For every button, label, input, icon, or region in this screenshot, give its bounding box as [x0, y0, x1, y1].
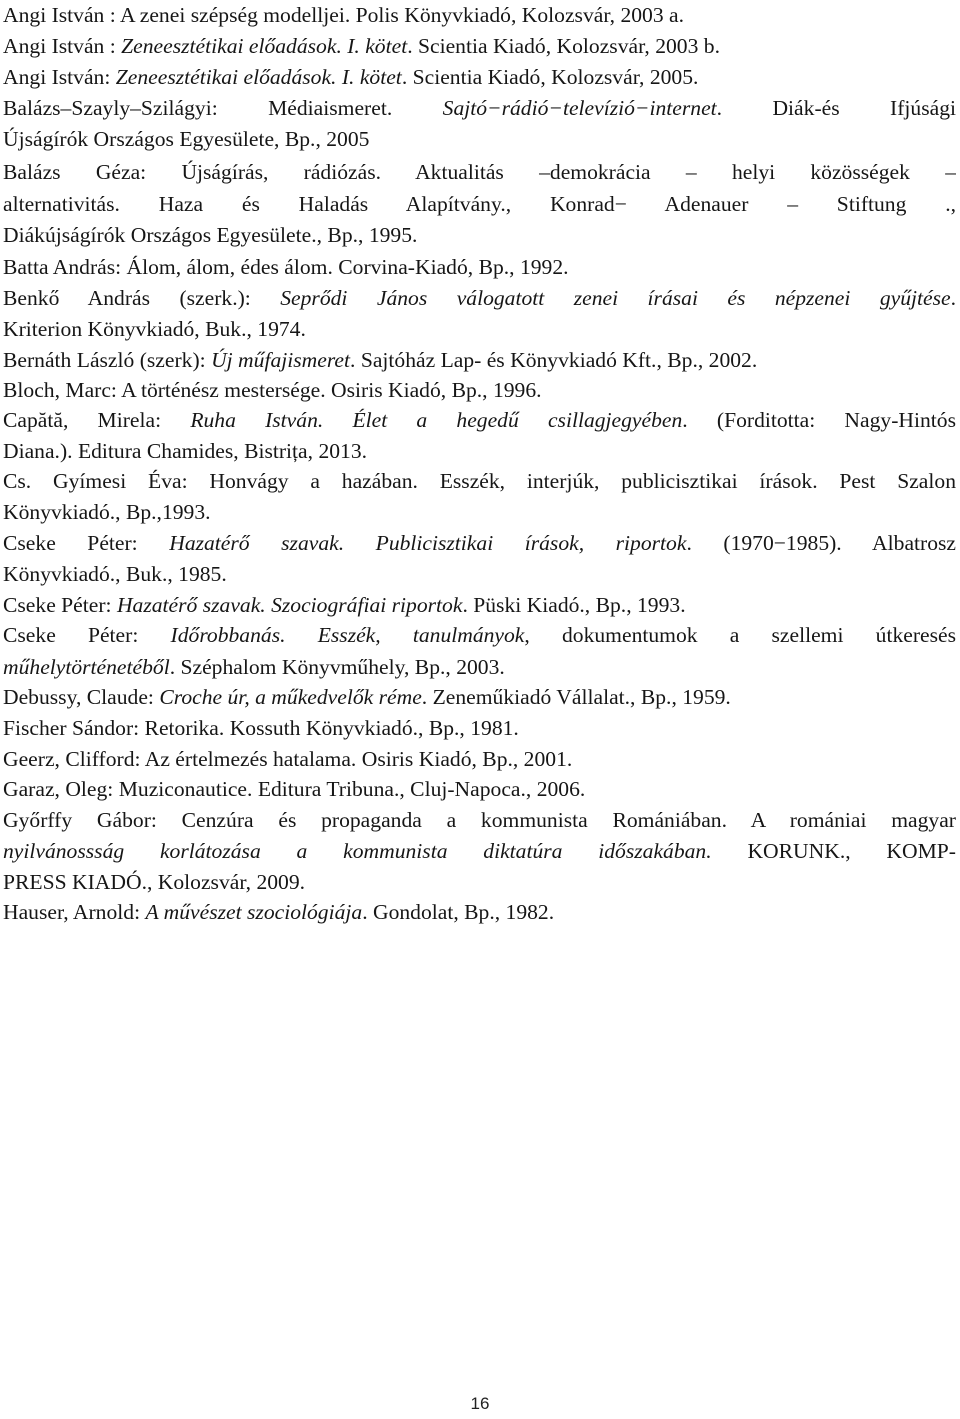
citation-text: Kriterion Könyvkiadó, Buk., 1974.: [3, 317, 306, 341]
italic-title-text: Új műfajismeret: [211, 348, 351, 372]
citation-text: PRESS KIADÓ., Kolozsvár, 2009.: [3, 870, 306, 894]
bibliography-entry-line: [3, 189, 956, 219]
bibliography-entry-line: [3, 559, 956, 589]
bibliography-entry-line: [3, 0, 956, 30]
citation-text: . Széphalom Könyvműhely, Bp., 2003.: [169, 655, 505, 679]
citation-text: Debussy, Claude:: [3, 685, 160, 709]
bibliography-entry-line: [3, 805, 956, 835]
citation-text: Győrffy Gábor: Cenzúra és propaganda a kommunista Romániában. A romániai magyar: [3, 808, 956, 832]
citation-text: Balázs–Szayly–Szilágyi: Médiaismeret.: [3, 96, 443, 120]
citation-text: Bloch, Marc: A történész mestersége. Osiris Kiadó, Bp., 1996.: [3, 378, 542, 402]
italic-title-text: Ruha István. Élet a hegedű csillagjegyében: [190, 408, 683, 432]
citation-text: Hauser, Arnold:: [3, 900, 146, 924]
bibliography-entry-line: [3, 867, 956, 897]
citation-text: Angi István:: [3, 65, 116, 89]
citation-text: . (1970−1985). Albatrosz: [686, 531, 956, 555]
citation-text: Diana.). Editura Chamides, Bistrița, 2013.: [3, 439, 368, 463]
bibliography-entry-line: [3, 314, 956, 344]
citation-text: Cseke Péter:: [3, 531, 170, 555]
bibliography-entry-line: [3, 528, 956, 558]
italic-title-text: A művészet szociológiája: [145, 900, 363, 924]
bibliography-entry-line: [3, 466, 956, 496]
italic-title-text: Időrobbanás. Esszék, tanulmányok: [170, 623, 525, 647]
italic-title-text: Hazatérő szavak. Szociográfiai riportok: [116, 593, 463, 617]
citation-text: Könyvkiadó., Buk., 1985.: [3, 562, 227, 586]
bibliography-entry-line: [3, 93, 956, 123]
italic-title-text: Seprődi János válogatott zenei írásai és népzenei gyűjtése: [280, 286, 951, 310]
citation-text: Angi István :: [3, 34, 122, 58]
citation-text: . Püski Kiadó., Bp., 1993.: [462, 593, 686, 617]
bibliography-entry-line: [3, 157, 956, 187]
citation-text: . Scientia Kiadó, Kolozsvár, 2003 b.: [407, 34, 720, 58]
bibliography-entry-line: [3, 31, 956, 61]
citation-text: , dokumentumok a szellemi útkeresés: [524, 623, 956, 647]
bibliography-entry-line: [3, 652, 956, 682]
citation-text: Cs. Gyímesi Éva: Honvágy a hazában. Esszék, interjúk, publicisztikai írások. Pest Szalon: [3, 469, 956, 493]
bibliography-entry-line: [3, 713, 956, 743]
citation-text: Balázs Géza: Újságírás, rádiózás. Aktualitás –demokrácia – helyi közösségek –: [3, 160, 956, 184]
citation-text: Fischer Sándor: Retorika. Kossuth Könyvkiadó., Bp., 1981.: [3, 716, 519, 740]
bibliography-entry-line: [3, 124, 956, 154]
citation-text: . Zeneműkiadó Vállalat., Bp., 1959.: [421, 685, 731, 709]
citation-text: .: [950, 286, 956, 310]
citation-text: Cseke Péter:: [3, 593, 117, 617]
bibliography-entry-line: [3, 345, 956, 375]
italic-title-text: Hazatérő szavak. Publicisztikai írások, riportok: [169, 531, 687, 555]
citation-text: . Sajtóház Lap- és Könyvkiadó Kft., Bp., 2002.: [350, 348, 758, 372]
bibliography-entry-line: [3, 252, 956, 282]
bibliography-entry-line: [3, 497, 956, 527]
citation-text: Geerz, Clifford: Az értelmezés hatalama. Osiris Kiadó, Bp., 2001.: [3, 747, 573, 771]
italic-title-text: Zeneesztétikai előadások. I. kötet: [121, 34, 408, 58]
citation-text: Bernáth László (szerk):: [3, 348, 212, 372]
bibliography-entry-line: [3, 744, 956, 774]
citation-text: Cseke Péter:: [3, 623, 171, 647]
citation-text: Capătă, Mirela:: [3, 408, 191, 432]
bibliography-entry-line: [3, 436, 956, 466]
citation-text: . Gondolat, Bp., 1982.: [362, 900, 555, 924]
bibliography-entry-line: [3, 375, 956, 405]
italic-title-text: Sajtó−rádió−televízió−internet: [442, 96, 717, 120]
citation-text: . (Forditotta: Nagy-Hintós: [682, 408, 956, 432]
citation-text: alternativitás. Haza és Haladás Alapítvány., Konrad− Adenauer – Stiftung .,: [3, 192, 956, 216]
bibliography-entry-line: [3, 620, 956, 650]
bibliography-entry-line: [3, 590, 956, 620]
italic-title-text: Zeneesztétikai előadások. I. kötet: [115, 65, 402, 89]
bibliography-entry-line: [3, 897, 956, 927]
bibliography-entry-line: [3, 62, 956, 92]
citation-text: . Diák-és Ifjúsági: [716, 96, 956, 120]
citation-text: . Scientia Kiadó, Kolozsvár, 2005.: [401, 65, 699, 89]
citation-text: Benkő András (szerk.):: [3, 286, 281, 310]
page-number: 16: [470, 1394, 490, 1413]
bibliography-entry-line: [3, 836, 956, 866]
bibliography-entry-line: [3, 405, 956, 435]
bibliography-entry-line: [3, 682, 956, 712]
citation-text: Batta András: Álom, álom, édes álom. Corvina-Kiadó, Bp., 1992.: [3, 255, 569, 279]
bibliography-entry-line: [3, 220, 956, 250]
citation-text: KORUNK., KOMP-: [711, 839, 956, 863]
citation-text: Könyvkiadó., Bp.,1993.: [3, 500, 211, 524]
italic-title-text: nyilvánossság korlátozása a kommunista diktatúra időszakában.: [3, 839, 712, 863]
citation-text: Garaz, Oleg: Muziconautice. Editura Tribuna., Cluj-Napoca., 2006.: [3, 777, 586, 801]
italic-title-text: műhelytörténetéből: [3, 655, 170, 679]
italic-title-text: Croche úr, a műkedvelők réme: [159, 685, 422, 709]
citation-text: Angi István : A zenei szépség modelljei. Polis Könyvkiadó, Kolozsvár, 2003 a.: [3, 3, 685, 27]
citation-text: Újságírók Országos Egyesülete, Bp., 2005: [3, 127, 370, 151]
bibliography-entry-line: [3, 283, 956, 313]
citation-text: Diákújságírók Országos Egyesülete., Bp., 1995.: [3, 223, 418, 247]
bibliography-entry-line: [3, 774, 956, 804]
